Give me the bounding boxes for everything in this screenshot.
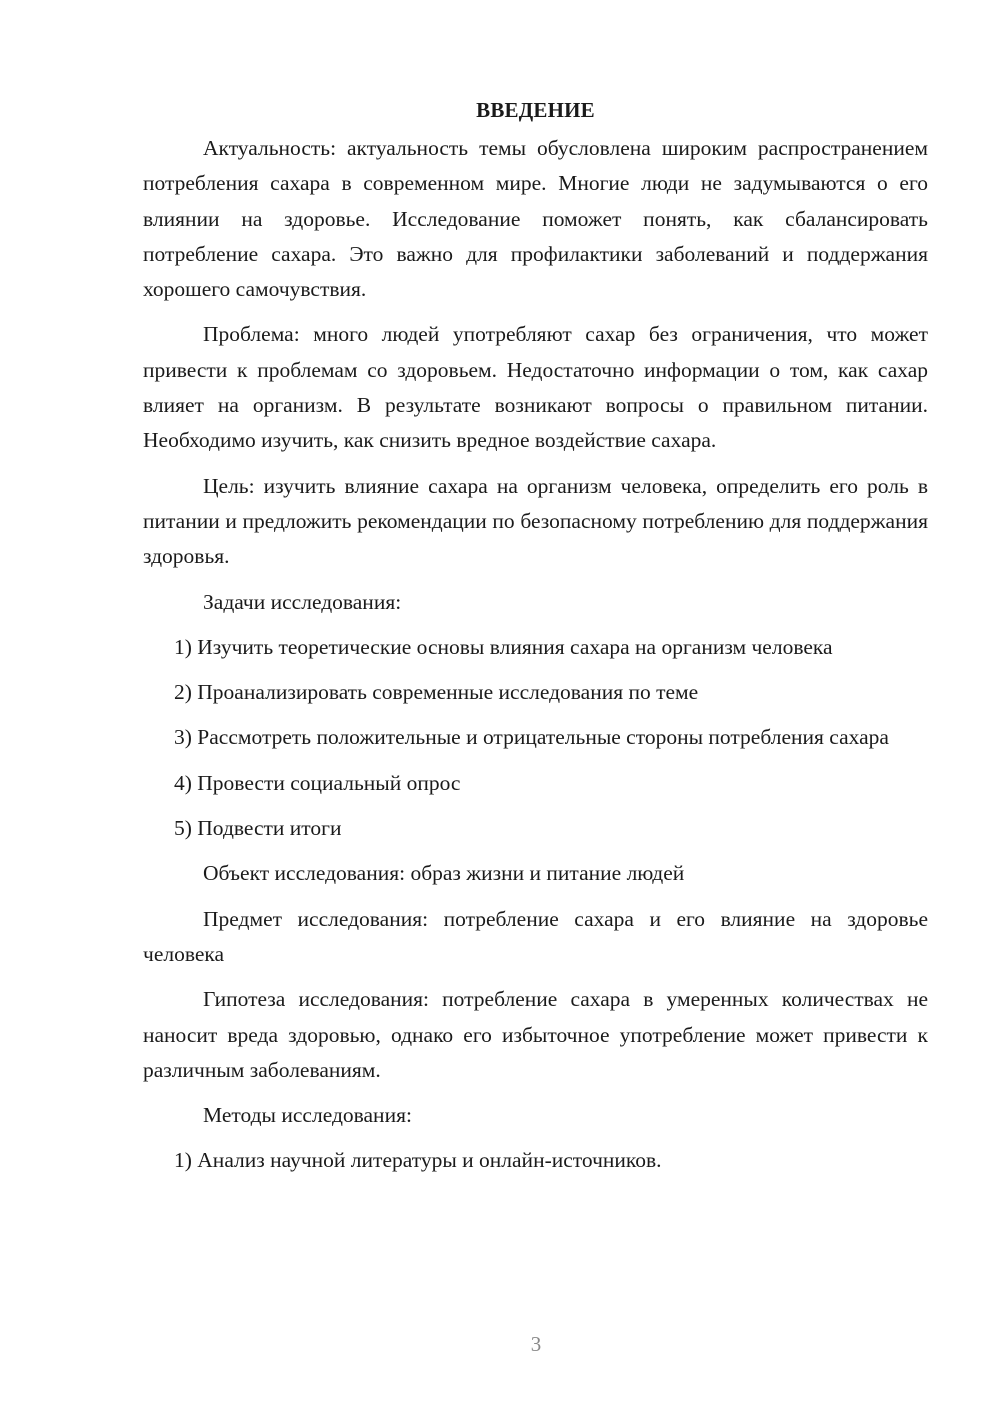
goal-paragraph: Цель: изучить влияние сахара на организм человека, определить его роль в питании и предложить рекомендации по безопасному потреблению для поддержания здоровья. [143, 473, 928, 569]
problem-paragraph: Проблема: много людей употребляют сахар без ограничения, что может привести к проблемам со здоровьем. Недостаточно информации о том, как сахар влияет на организм. В результате возникают вопросы о правильном питании. Необходимо изучить, как снизить вредное воздействие сахара. [143, 322, 928, 453]
tasks-heading: Задачи исследования: [203, 589, 402, 614]
task-item: 3) Рассмотреть положительные и отрицательные стороны потребления сахара [174, 725, 889, 750]
relevance-paragraph: Актуальность: актуальность темы обусловлена широким распространением потребления сахара в современном мире. Многие люди не задумываются о его влиянии на здоровье. Исследование поможет понять, как сбалансировать потребление сахара. Это важно для профилактики заболеваний и поддержания хорошего самочувствия. [143, 136, 928, 302]
task-item: 1) Изучить теоретические основы влияния сахара на организм человека [174, 634, 833, 659]
page-number: 3 [530, 1332, 542, 1356]
method-item: 1) Анализ научной литературы и онлайн-источников. [174, 1148, 662, 1173]
subject-paragraph: Предмет исследования: потребление сахара и его влияние на здоровье человека [143, 906, 928, 966]
document-page [143, 92, 928, 1189]
task-item: 4) Провести социальный опрос [174, 770, 461, 795]
section-title: ВВЕДЕНИЕ [476, 98, 595, 122]
object-paragraph: Объект исследования: образ жизни и питание людей [203, 861, 685, 886]
task-item: 5) Подвести итоги [174, 816, 342, 841]
task-item: 2) Проанализировать современные исследования по теме [174, 680, 699, 705]
methods-heading: Методы исследования: [203, 1103, 412, 1128]
hypothesis-paragraph: Гипотеза исследования: потребление сахара в умеренных количествах не наносит вреда здоровью, однако его избыточное употребление может привести к различным заболеваниям. [143, 987, 928, 1082]
